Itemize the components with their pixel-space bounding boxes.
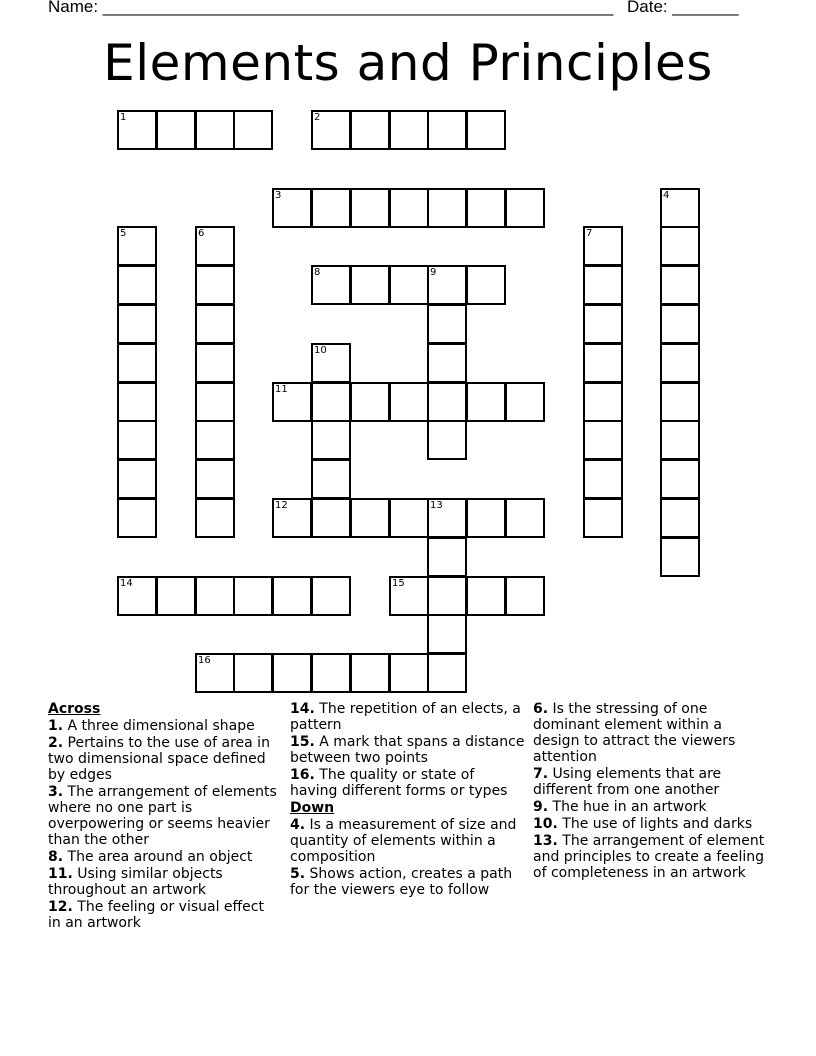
crossword-cell[interactable] xyxy=(195,459,235,499)
crossword-cell[interactable] xyxy=(660,226,700,266)
crossword-cell[interactable] xyxy=(660,265,700,305)
crossword-cell[interactable] xyxy=(311,576,351,616)
crossword-cell[interactable] xyxy=(427,614,467,654)
crossword-cell[interactable] xyxy=(350,498,390,538)
crossword-cell[interactable] xyxy=(350,188,390,228)
crossword-cell[interactable] xyxy=(583,343,623,383)
crossword-cell[interactable] xyxy=(466,110,506,150)
crossword-cell[interactable] xyxy=(117,498,157,538)
crossword-cell[interactable] xyxy=(233,653,273,693)
crossword-cell[interactable] xyxy=(660,382,700,422)
crossword-cell[interactable] xyxy=(117,459,157,499)
crossword-cell[interactable] xyxy=(195,498,235,538)
clue-number: 16 xyxy=(198,655,211,666)
crossword-cell[interactable] xyxy=(311,265,351,305)
clue-number: 12 xyxy=(275,500,288,511)
crossword-cell[interactable] xyxy=(272,576,312,616)
crossword-cell[interactable] xyxy=(195,265,235,305)
crossword-cell[interactable] xyxy=(195,226,235,266)
crossword-cell[interactable] xyxy=(660,459,700,499)
crossword-cell[interactable] xyxy=(195,110,235,150)
crossword-cell[interactable] xyxy=(660,188,700,228)
clue-down-4: 4. Is a measurement of size and quantity of elements within a composition xyxy=(290,817,517,865)
crossword-cell[interactable] xyxy=(389,576,429,616)
crossword-cell[interactable] xyxy=(583,226,623,266)
crossword-cell[interactable] xyxy=(583,304,623,344)
clue-across-11: 11. Using similar objects throughout an artwork xyxy=(48,866,223,898)
crossword-cell[interactable] xyxy=(505,576,545,616)
crossword-cell[interactable] xyxy=(233,110,273,150)
clue-number: 6 xyxy=(198,228,205,239)
crossword-cell[interactable] xyxy=(389,382,429,422)
clue-down-13: 13. The arrangement of element and principles to create a feeling of completeness in an artwork xyxy=(533,833,765,881)
crossword-cell[interactable] xyxy=(350,382,390,422)
crossword-cell[interactable] xyxy=(156,576,196,616)
crossword-cell[interactable] xyxy=(389,498,429,538)
crossword-cell[interactable] xyxy=(117,265,157,305)
crossword-cell[interactable] xyxy=(195,343,235,383)
crossword-cell[interactable] xyxy=(117,382,157,422)
crossword-cell[interactable] xyxy=(427,382,467,422)
crossword-cell[interactable] xyxy=(660,420,700,460)
crossword-cell[interactable] xyxy=(389,653,429,693)
clue-number: 3 xyxy=(275,190,282,201)
crossword-cell[interactable] xyxy=(505,188,545,228)
crossword-cell[interactable] xyxy=(311,382,351,422)
clue-across-16: 16. The quality or state of having different forms or types xyxy=(290,767,508,799)
clue-column-1 xyxy=(48,701,278,932)
crossword-cell[interactable] xyxy=(195,653,235,693)
down-heading: Down xyxy=(290,800,335,816)
name-field-label: Name: ______________________________________________________ xyxy=(48,0,614,16)
clue-across-1: 1. A three dimensional shape xyxy=(48,718,255,734)
crossword-cell[interactable] xyxy=(195,382,235,422)
crossword-cell[interactable] xyxy=(117,420,157,460)
crossword-cell[interactable] xyxy=(350,653,390,693)
crossword-cell[interactable] xyxy=(117,576,157,616)
crossword-cell[interactable] xyxy=(466,576,506,616)
crossword-cell[interactable] xyxy=(311,110,351,150)
clue-number: 10 xyxy=(314,345,327,356)
crossword-cell[interactable] xyxy=(427,343,467,383)
crossword-cell[interactable] xyxy=(427,110,467,150)
crossword-cell[interactable] xyxy=(117,304,157,344)
crossword-cell[interactable] xyxy=(311,459,351,499)
clue-across-8: 8. The area around an object xyxy=(48,849,253,865)
crossword-cell[interactable] xyxy=(156,110,196,150)
crossword-cell[interactable] xyxy=(117,343,157,383)
crossword-cell[interactable] xyxy=(272,498,312,538)
crossword-cell[interactable] xyxy=(505,498,545,538)
clue-across-3: 3. The arrangement of elements where no one part is overpowering or seems heavier than the other xyxy=(48,784,277,848)
crossword-cell[interactable] xyxy=(311,420,351,460)
crossword-cell[interactable] xyxy=(466,382,506,422)
clue-number: 7 xyxy=(586,228,593,239)
crossword-cell[interactable] xyxy=(272,382,312,422)
crossword-cell[interactable] xyxy=(117,110,157,150)
crossword-cell[interactable] xyxy=(117,226,157,266)
clue-number: 14 xyxy=(120,578,133,589)
crossword-cell[interactable] xyxy=(660,498,700,538)
crossword-cell[interactable] xyxy=(466,188,506,228)
crossword-cell[interactable] xyxy=(427,576,467,616)
across-heading: Across xyxy=(48,701,101,717)
clue-down-10: 10. The use of lights and darks xyxy=(533,816,753,832)
clue-across-14: 14. The repetition of an elects, a pattern xyxy=(290,701,521,733)
clue-down-9: 9. The hue in an artwork xyxy=(533,799,707,815)
crossword-cell[interactable] xyxy=(466,498,506,538)
crossword-cell[interactable] xyxy=(311,343,351,383)
clue-across-2: 2. Pertains to the use of area in two dimensional space defined by edges xyxy=(48,735,270,783)
crossword-cell[interactable] xyxy=(583,265,623,305)
crossword-cell[interactable] xyxy=(583,459,623,499)
crossword-cell[interactable] xyxy=(195,576,235,616)
clue-number: 11 xyxy=(275,384,288,395)
crossword-cell[interactable] xyxy=(233,576,273,616)
crossword-cell[interactable] xyxy=(660,537,700,577)
crossword-cell[interactable] xyxy=(427,653,467,693)
crossword-cell[interactable] xyxy=(427,537,467,577)
crossword-cell[interactable] xyxy=(311,653,351,693)
crossword-cell[interactable] xyxy=(272,188,312,228)
date-field-label: Date: _______ xyxy=(627,0,739,16)
clue-number: 1 xyxy=(120,112,127,123)
crossword-cell[interactable] xyxy=(389,265,429,305)
clue-number: 4 xyxy=(663,190,670,201)
crossword-cell[interactable] xyxy=(660,304,700,344)
crossword-cell[interactable] xyxy=(389,110,429,150)
crossword-cell[interactable] xyxy=(350,110,390,150)
crossword-cell[interactable] xyxy=(195,420,235,460)
clue-across-12: 12. The feeling or visual effect in an artwork xyxy=(48,899,264,931)
crossword-cell[interactable] xyxy=(311,498,351,538)
clue-number: 9 xyxy=(430,267,437,278)
page-title: Elements and Principles xyxy=(103,34,713,92)
crossword-cell[interactable] xyxy=(427,188,467,228)
clue-down-5: 5. Shows action, creates a path for the viewers eye to follow xyxy=(290,866,513,898)
crossword-cell[interactable] xyxy=(195,304,235,344)
crossword-cell[interactable] xyxy=(427,498,467,538)
crossword-cell[interactable] xyxy=(583,382,623,422)
crossword-cell[interactable] xyxy=(427,265,467,305)
crossword-cell[interactable] xyxy=(583,420,623,460)
clue-down-7: 7. Using elements that are different from one another xyxy=(533,766,722,798)
clue-across-15: 15. A mark that spans a distance between two points xyxy=(290,734,525,766)
clue-column-3 xyxy=(533,701,768,882)
clue-number: 5 xyxy=(120,228,127,239)
clue-down-6: 6. Is the stressing of one dominant element within a design to attract the viewers attention xyxy=(533,701,736,765)
crossword-cell[interactable] xyxy=(272,653,312,693)
clue-number: 15 xyxy=(392,578,405,589)
clue-number: 13 xyxy=(430,500,443,511)
crossword-cell[interactable] xyxy=(350,265,390,305)
crossword-cell[interactable] xyxy=(466,265,506,305)
crossword-cell[interactable] xyxy=(427,420,467,460)
clue-number: 2 xyxy=(314,112,321,123)
crossword-cell[interactable] xyxy=(583,498,623,538)
clue-column-2 xyxy=(290,701,526,899)
crossword-cell[interactable] xyxy=(505,382,545,422)
crossword-cell[interactable] xyxy=(389,188,429,228)
crossword-cell[interactable] xyxy=(660,343,700,383)
crossword-cell[interactable] xyxy=(427,304,467,344)
clue-number: 8 xyxy=(314,267,321,278)
crossword-cell[interactable] xyxy=(311,188,351,228)
